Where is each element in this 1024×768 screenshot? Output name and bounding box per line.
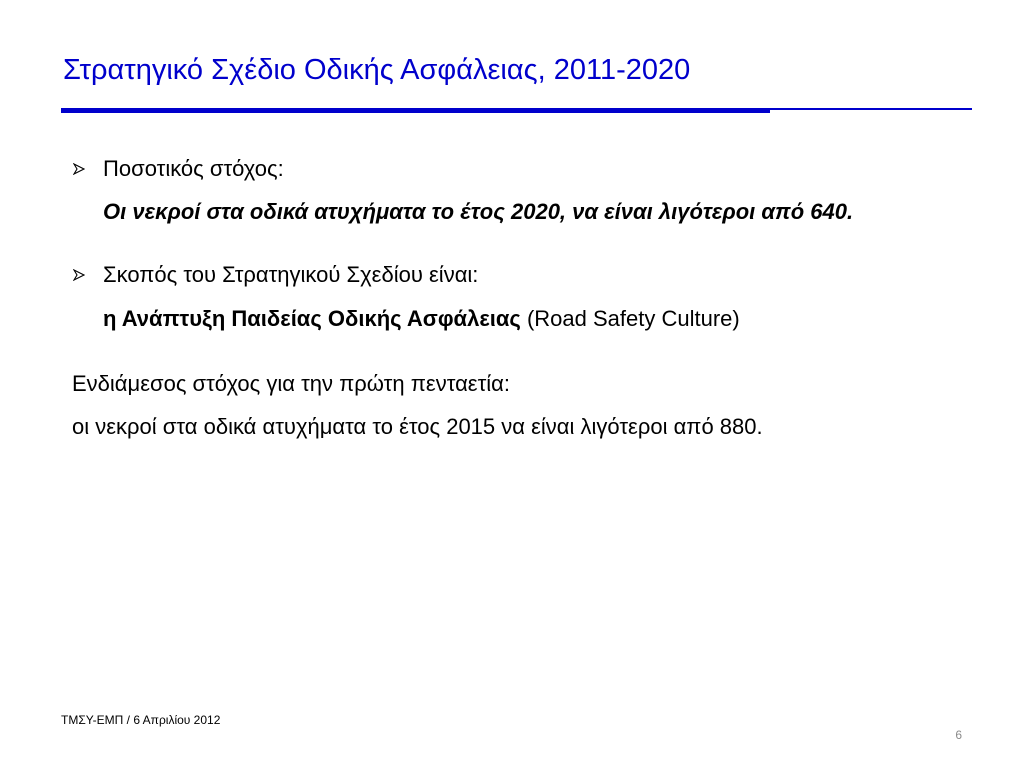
arrowhead-bullet-icon (73, 269, 85, 281)
bullet-detail-plain: (Road Safety Culture) (520, 306, 740, 331)
title-underline-thick (61, 108, 770, 113)
slide-title: Στρατηγικό Σχέδιο Οδικής Ασφάλειας, 2011-2020 (63, 54, 691, 86)
bullet-quantitative-target (0, 155, 1000, 235)
bullet-detail (103, 305, 740, 333)
footer-text: ΤΜΣΥ-ΕΜΠ / 6 Απριλίου 2012 (61, 713, 221, 727)
bullet-label: Σκοπός του Στρατηγικού Σχεδίου είναι: (103, 262, 479, 287)
bullet-label: Ποσοτικός στόχος: (103, 156, 284, 181)
bullet-detail-bold: η Ανάπτυξη Παιδείας Οδικής Ασφάλειας (103, 306, 521, 331)
bullet-plan-purpose (0, 261, 1000, 341)
intermediate-text: οι νεκροί στα οδικά ατυχήματα το έτος 2015 να είναι λιγότεροι από 880. (72, 414, 763, 439)
arrowhead-bullet-icon (73, 163, 85, 175)
page-number: 6 (955, 728, 962, 742)
intermediate-heading: Ενδιάμεσος στόχος για την πρώτη πενταετία: (72, 371, 511, 396)
bullet-detail: Οι νεκροί στα οδικά ατυχήματα το έτος 2020, να είναι λιγότεροι από 640. (103, 199, 854, 224)
